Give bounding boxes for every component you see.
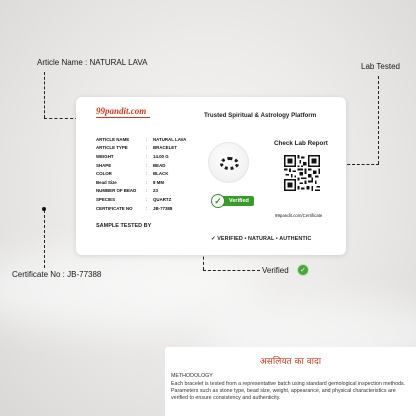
promise-title: असलियत का वादा bbox=[259, 357, 322, 367]
info-row: SHAPE : BEAD bbox=[96, 162, 166, 168]
brand-logo-text: 99pandit.com bbox=[96, 106, 147, 116]
trust-badges: ✓ VERIFIED • NATURAL • AUTHENTIC bbox=[211, 236, 312, 242]
product-image bbox=[208, 142, 249, 183]
info-row: CERTIFICATE NO : JB-77388 bbox=[96, 205, 173, 211]
info-row: NUMBER OF BEAD : 23 bbox=[96, 188, 158, 194]
checkmark-icon: ✓ bbox=[211, 194, 225, 208]
qr-code[interactable] bbox=[284, 155, 320, 191]
connector-line bbox=[44, 210, 45, 268]
bracelet-icon bbox=[220, 157, 239, 170]
info-row: SPECIES : QUARTZ bbox=[96, 196, 172, 202]
verified-check-icon: ✓ bbox=[297, 264, 309, 276]
info-row: Bead Size : 8 MM bbox=[96, 179, 164, 185]
check-lab-report-label: Check Lab Report bbox=[274, 140, 328, 147]
sample-tested-by: SAMPLE TESTED BY bbox=[96, 223, 152, 229]
logo-underline bbox=[96, 117, 150, 118]
promise-panel bbox=[165, 347, 416, 416]
info-row: ARTICLE TYPE : BRACELET bbox=[96, 145, 177, 151]
callout-article-name: Article Name : NATURAL LAVA bbox=[37, 58, 148, 67]
verified-badge bbox=[211, 194, 254, 208]
methodology-text: Each bracelet is tested from a representative batch using standard gemological inspection methods. Parameters such as stone type, bead size, weight, appearance, and physical characteristics are verified to ensure consistency and authenticity. bbox=[171, 381, 406, 402]
info-row: COLOR : BLACK bbox=[96, 171, 169, 177]
info-row: WEIGHT : 14.00 G bbox=[96, 153, 169, 159]
certificate-url[interactable]: 99pandit.com/Certificate bbox=[275, 213, 323, 218]
article-info-table bbox=[96, 135, 186, 212]
verified-label: Verified bbox=[221, 196, 254, 206]
info-row: ARTICLE NAME : NATURAL LAVA bbox=[96, 136, 187, 142]
certificate-card bbox=[76, 97, 346, 255]
methodology-heading: METHODOLOGY bbox=[171, 373, 213, 379]
callout-lab-tested: Lab Tested bbox=[361, 62, 400, 71]
callout-verified: Verified bbox=[262, 266, 289, 275]
connector-line bbox=[203, 270, 260, 271]
platform-tagline: Trusted Spiritual & Astrology Platform bbox=[204, 112, 317, 119]
connector-line bbox=[44, 72, 45, 118]
callout-certificate-no: Certificate No : JB-77388 bbox=[12, 270, 102, 279]
brand-logo bbox=[96, 106, 150, 118]
connector-line bbox=[378, 76, 379, 164]
